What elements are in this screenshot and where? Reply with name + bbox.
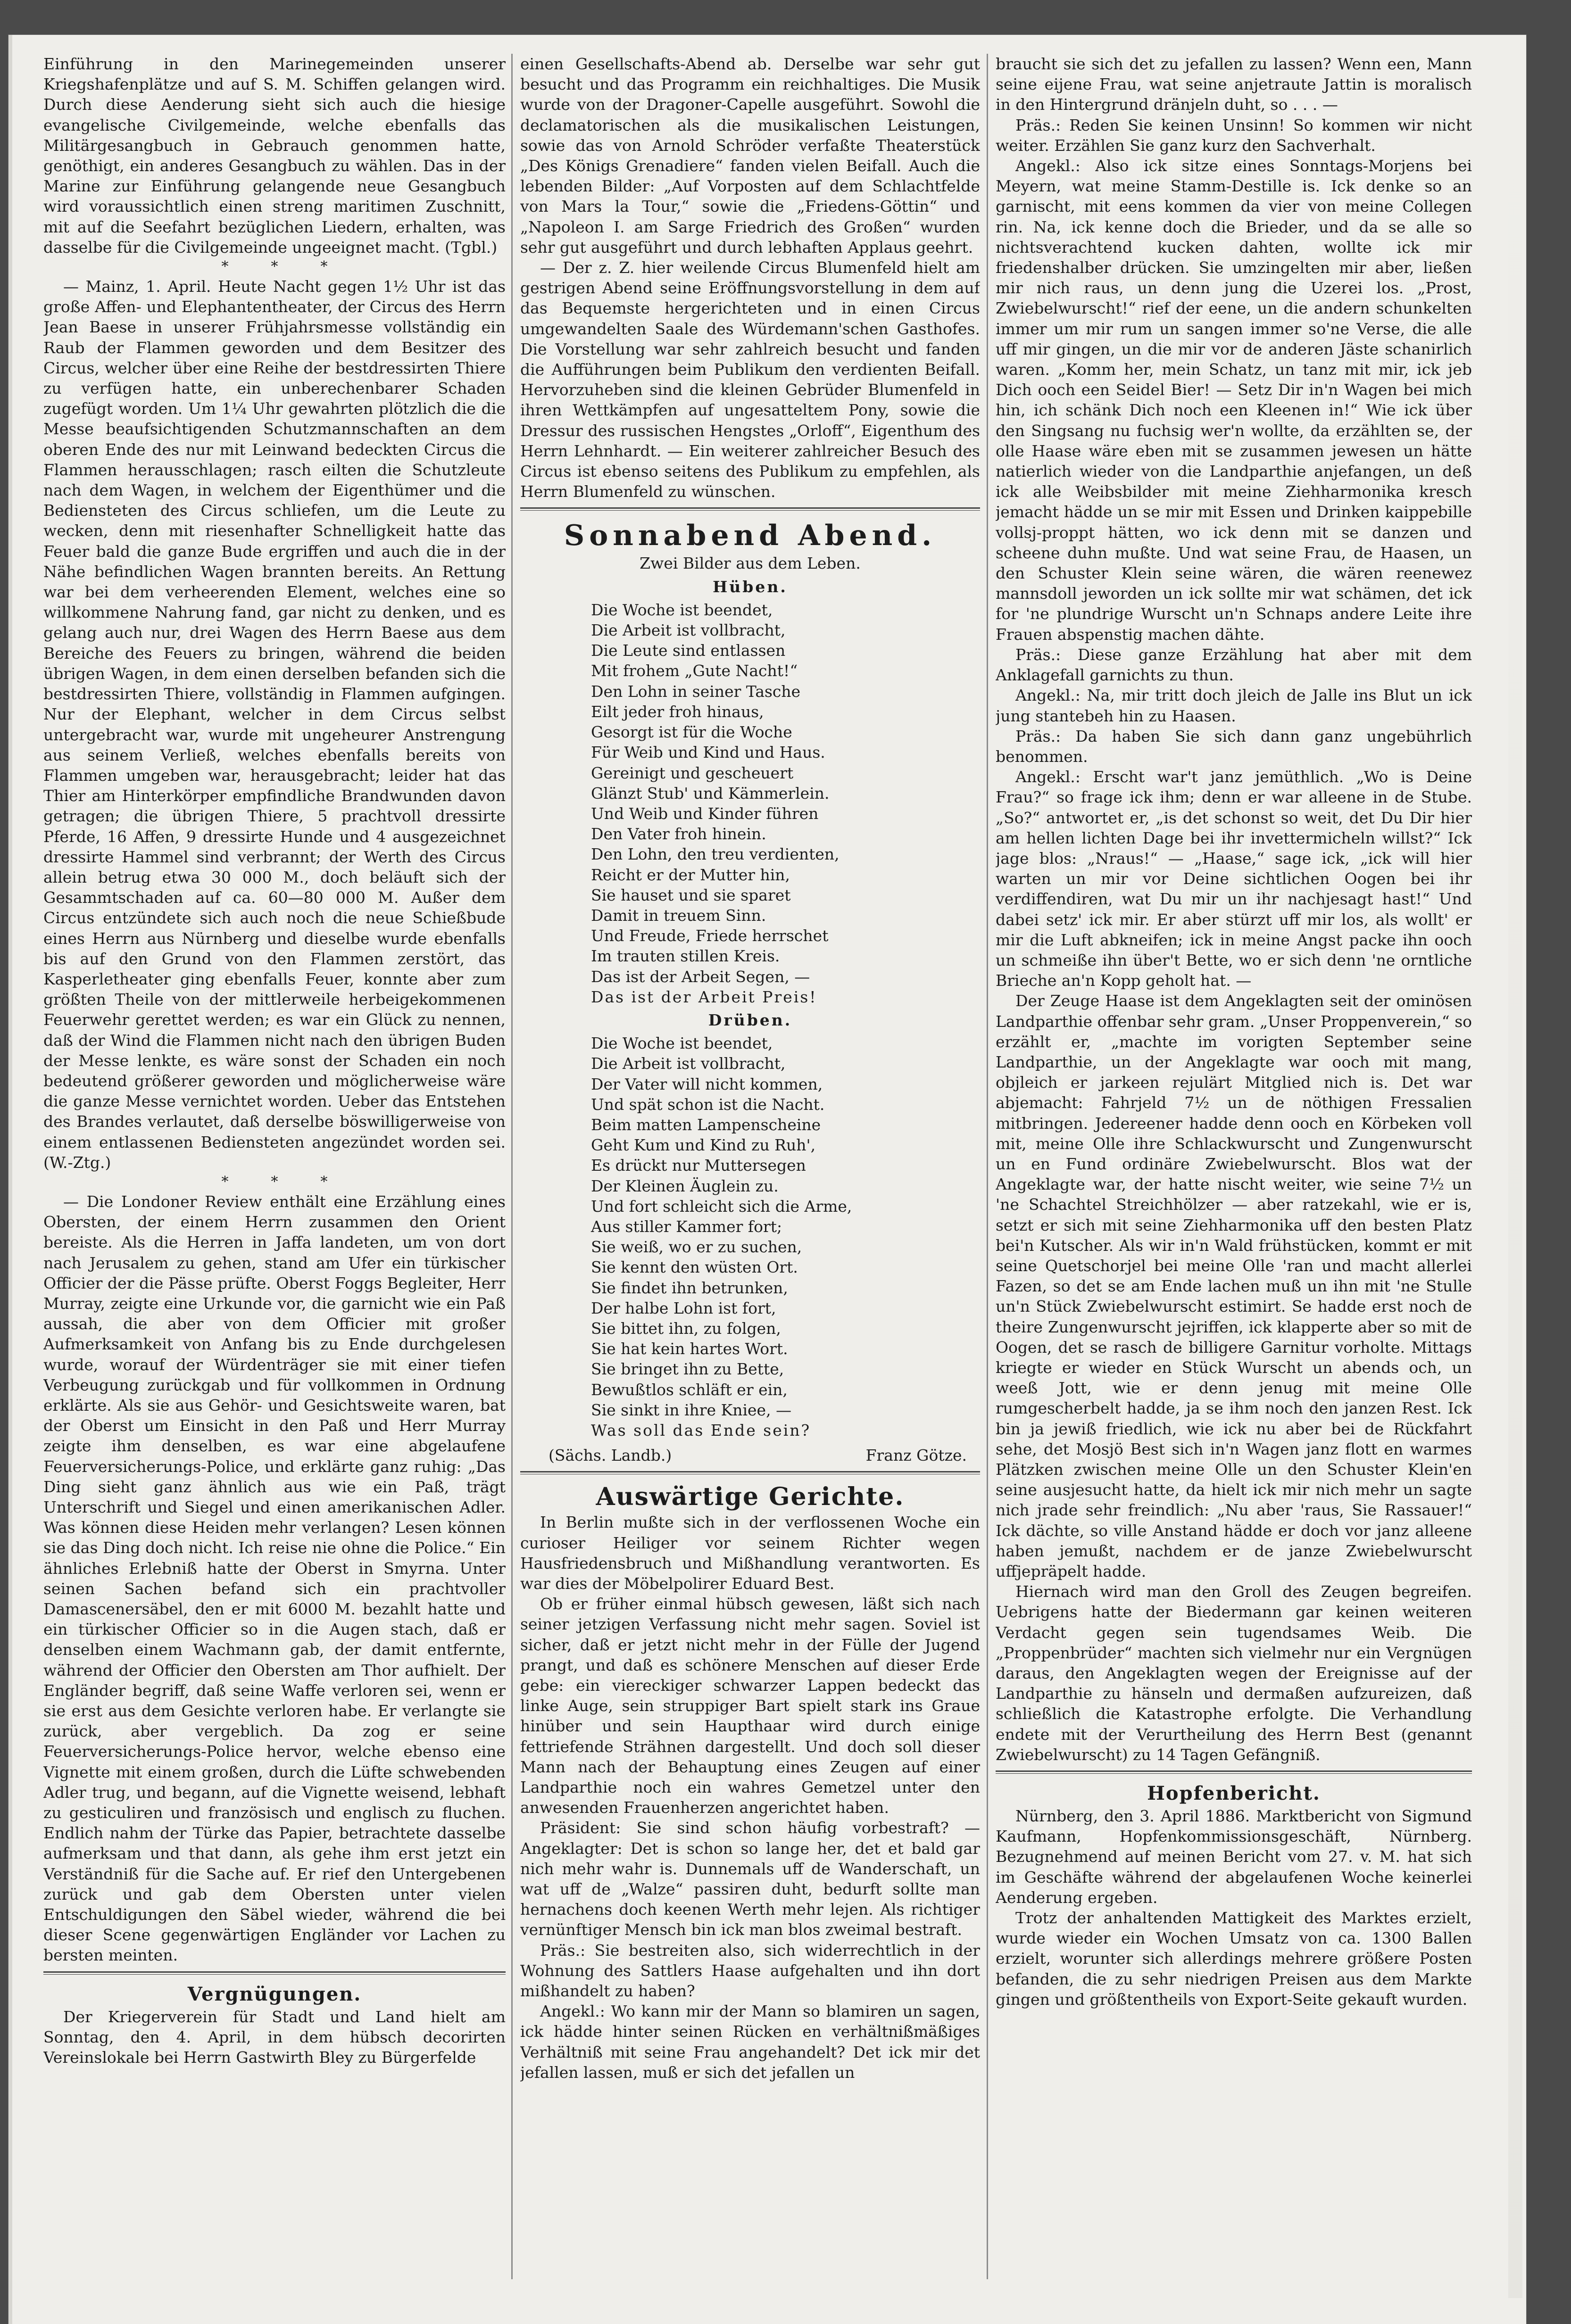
poem-source: (Sächs. Landb.) xyxy=(549,1446,672,1465)
poem-author: Franz Götze. xyxy=(865,1446,967,1465)
poem-line: Eilt jeder froh hinaus, xyxy=(591,702,764,721)
poem-line: Den Lohn in seiner Tasche xyxy=(591,682,801,701)
poem-line: Aus stiller Kammer fort; xyxy=(591,1217,782,1236)
section-rule xyxy=(43,1971,506,1975)
article-paragraph: Einführung in den Marinegemeinden unserer Kriegshafenplätze und auf S. M. Schiffen gelangen wird. Durch diese Aenderung sieht sich auch die hiesige evangelische Civilgemeinde, welche ebenfalls das Militärgesangbuch in Gebrauch genommen hatte, genöthigt, ein anderes Gesangbuch zu wählen. Das in der Marine zur Einführung gelangende neue Gesangbuch wird voraussichtlich einen streng maritimen Zuschnitt, mit auf die Seefahrt bezüglichen Liedern, erhalten, was dasselbe für die Civilgemeinde ungeeignet macht. (Tgbl.) xyxy=(43,55,506,256)
poem-line: Die Arbeit ist vollbracht, xyxy=(591,1054,786,1073)
article-paragraph: Angekl.: Wo kann mir der Mann so blamiren un sagen, ick hädde hinter seinen Rücken en verhältnißmäßiges Verhältniß mit seine Frau angehandelt? Det ick mir det jefallen lassen, muß er sich det jefallen un xyxy=(520,2002,980,2082)
poem-line: Sie weiß, wo er zu suchen, xyxy=(591,1238,802,1257)
poem-line: Das ist der Arbeit Preis! xyxy=(591,987,817,1006)
article-paragraph: — Mainz, 1. April. Heute Nacht gegen 1½ Uhr ist das große Affen- und Elephantentheater, der Circus des Herrn Jean Baese in unserer Frühjahrsmesse vollständig ein Raub der Flammen geworden und dem Besitzer des Circus, welcher über eine Reihe der bestdressirten Thiere zu verfügen hatte, ein unberechenbarer Schaden zugefügt worden. Um 1¼ Uhr gewahrten plötzlich die die Messe beaufsichtigenden Schutzmannschaften an dem oberen Ende des nur mit Leinwand bedeckten Circus die Flammen herausschlagen; rasch eilten die Schutzleute nach dem Wagen, in welchem der Eigenthümer und die Bediensteten des Circus schliefen, um die Leute zu wecken, denn mit riesenhafter Schnelligkeit hatte das Feuer bald die ganze Bude ergriffen und auch die in der Nähe befindlichen Wagen brannten bereits. An Rettung war bei dem verheerenden Element, welches eine so willkommene Nahrung fand, gar nicht zu denken, und es gelang auch nur, drei Wagen des Herrn Baese aus dem Bereiche des Feuers zu bringen, während die beiden übrigen Wagen, in dem einen derselben befanden sich die bestdressirten Thiere, vollständig in Flammen aufgingen. Nur der Elephant, welcher in dem Circus selbst untergebracht war, wurde mit ungeheurer Anstrengung aus seinem Verließ, welches ebenfalls bereits von Flammen umgeben war, herausgebracht; leider hat das Thier am Hinterkörper empfindliche Brandwunden davon getragen; die übrigen Thiere, 5 prachtvoll dressirte Pferde, 16 Affen, 9 dressirte Hunde und 4 ausgezeichnet dressirte Hammel sind verbrannt; der Werth des Circus allein betrug etwa 30 000 M., doch beläuft sich der Gesammtschaden auf ca. 60—80 000 M. Außer dem Circus entzündete sich auch noch die neue Schießbude eines Herrn aus Nürnberg und dieselbe wurde ebenfalls bis auf den Grund von den Flammen zerstört, das Kasperletheater ging ebenfalls Feuer, konnte aber zum größten Theile von der mittlerweile herbeigekommenen Feuerwehr gerettet werden; es war ein Glück zu nennen, daß der Wind die Flammen nicht nach den übrigen Buden der Messe lenkte, es wäre sonst der Schaden ein noch bedeutend größerer geworden und möglicherweise wäre die ganze Messe vernichtet worden. Ueber das Entstehen des Brandes verlautet, daß derselbe böswilligerweise von einem entlassenen Bediensteten angezündet worden sei. (W.-Ztg.) xyxy=(43,277,506,1172)
poem-line: Mit frohem „Gute Nacht!“ xyxy=(591,662,798,680)
article-paragraph: braucht sie sich det zu jefallen zu lassen? Wenn een, Mann seine eijene Frau, wat seine anjetraute Jattin is moralisch in den Hintergrund dränjeln duht, so . . . — xyxy=(996,55,1472,114)
article-paragraph: Angekl.: Erscht war't janz jemüthlich. „Wo is Deine Frau?“ so frage ick ihm; denn er war alleene in de Stube. „So?“ antwortet er, „is det schonst so weit, det Du Dir hier am hellen lichten Dage bei ihr invettermicheln willst?“ Ick jage blos: „Nraus!“ — „Haase,“ sage ick, „ick will hier warten un mir vor Deine sichtlichen Oogen bei ihr verdiffendiren, wat Du mir un ihr nachjesagt hast!“ Und dabei setz' ick mir. Er aber stürzt uff mir los, als wollt' er mir die Luft abkneifen; ick in meine Angst packe ihn ooch un schmeiße ihn über't Bette, wo er sich denn 'ne orntliche Brieche an'n Kopp geholt hat. — xyxy=(996,768,1472,990)
poem-stanza xyxy=(591,600,980,1007)
section-rule xyxy=(520,507,980,511)
separator-stars: *** xyxy=(221,258,370,275)
poem-line: Sie bringet ihn zu Bette, xyxy=(591,1360,784,1379)
article-paragraph: Ob er früher einmal hübsch gewesen, läßt sich nach seiner jetzigen Verfassung nicht mehr sagen. Soviel ist sicher, daß er jetzt nicht mehr in der Fülle der Jugend prangt, und daß es schönere Menschen auf dieser Erde gebe: ein viereckiger schwarzer Lappen bedeckt das linke Auge, sein struppiger Bart spielt stark ins Graue hinüber und sein Haupthaar wird durch einige fettriefende Strähnen dargestellt. Und doch soll dieser Mann nach der Behauptung eines Zeugen auf einer Landparthie noch ein wahres Gemetzel unter den anwesenden Frauenherzen angerichtet haben. xyxy=(520,1595,980,1817)
article-paragraph: — Der z. Z. hier weilende Circus Blumenfeld hielt am gestrigen Abend seine Eröffnungsvorstellung in dem auf das Bequemste hergerichteten und in einen Circus umgewandelten Saale des Würdemann'schen Gasthofes. Die Vorstellung war sehr zahlreich besucht und fanden die Aufführungen beim Publikum den verdienten Beifall. Hervorzuheben sind die kleinen Gebrüder Blumenfeld in ihren Wettkämpfen auf ungesatteltem Pony, sowie die Dressur des russischen Hengstes „Orloff“, Eigenthum des Herrn Lehnhardt. — Ein weiterer zahlreicher Besuch des Circus ist ebenso seitens des Publikum zu empfehlen, als Herrn Blumenfeld zu wünschen. xyxy=(520,258,980,501)
poem-line: Sie hauset und sie sparet xyxy=(591,885,791,904)
poem-line: Beim matten Lampenscheine xyxy=(591,1115,821,1134)
article-paragraph: Präs.: Da haben Sie sich dann ganz ungebührlich benommen. xyxy=(996,727,1472,766)
poem-subtitle: Zwei Bilder aus dem Leben. xyxy=(640,554,861,573)
poem-line: Die Arbeit ist vollbracht, xyxy=(591,621,786,640)
poem-line: Gereinigt und gescheuert xyxy=(591,763,794,782)
poem-line: Und Weib und Kinder führen xyxy=(591,804,819,823)
poem-line: Geht Kum und Kind zu Ruh', xyxy=(591,1136,816,1155)
article-paragraph: In Berlin mußte sich in der verflossenen Woche ein curioser Heiliger vor seinem Richter wegen Hausfriedensbruch und Mißhandlung verantworten. Es war dies der Möbelpolirer Eduard Best. xyxy=(520,1513,980,1593)
section-title: Auswärtige Gerichte. xyxy=(596,1482,905,1512)
poem-line: Damit in treuem Sinn. xyxy=(591,906,766,925)
article-paragraph: Der Kriegerverein für Stadt und Land hielt am Sonntag, den 4. April, in dem hübsch decorirten Vereinslokale bei Herrn Gastwirth Bley zu Bürgerfelde xyxy=(43,2007,506,2067)
poem-line: Der Vater will nicht kommen, xyxy=(591,1075,823,1093)
article-paragraph: Nürnberg, den 3. April 1886. Marktbericht von Sigmund Kaufmann, Hopfenkommissionsgeschäft, Nürnberg. Bezugnehmend auf meinen Bericht vom 27. v. M. hat sich im Geschäfte während der abgelaufenen Woche keinerlei Aenderung ergeben. xyxy=(996,1807,1472,1907)
page-edge-shadow xyxy=(1508,106,1522,2298)
article-paragraph: Angekl.: Na, mir tritt doch jleich de Jalle ins Blut un ick jung stantebeh hin zu Haasen. xyxy=(996,686,1472,725)
article-paragraph: Präs.: Reden Sie keinen Unsinn! So kommen wir nicht weiter. Erzählen Sie ganz kurz den Sachverhalt. xyxy=(996,116,1472,155)
poem-line: Der halbe Lohn ist fort, xyxy=(591,1298,776,1317)
article-paragraph: — Die Londoner Review enthält eine Erzählung eines Obersten, der einem Herrn zusammen den Orient bereiste. Als die Herren in Jaffa landeten, um von dort nach Jerusalem zu gehen, stand am Ufer ein türkischer Officier der die Pässe prüfte. Oberst Foggs Begleiter, Herr Murray, zeigte eine Urkunde vor, die garnicht wie ein Paß aussah, die aber von dem Officier mit großer Aufmerksamkeit von Anfang bis zu Ende durchgelesen wurde, worauf der Würdenträger sie mit einer tiefen Verbeugung zurückgab und für vollkommen in Ordnung erklärte. Als sie aus Gehör- und Gesichtsweite waren, bat der Oberst um Einsicht in den Paß und Herr Murray zeigte ihm denselben, es war eine abgelaufene Feuerversicherungs-Police, und erklärte ganz ruhig: „Das Ding sieht ganz ähnlich aus wie ein Paß, trägt Unterschrift und Siegel und einen amerikanischen Adler. Was können diese Heiden mehr verlangen? Lesen können sie das Ding doch nicht. Ich reise nie ohne die Police.“ Ein ähnliches Erlebniß hatte der Oberst in Smyrna. Unter seinen Sachen befand sich ein prachtvoller Damascenersäbel, den er mit 6000 M. bezahlt hatte und ein türkischer Officier so in die Augen stach, daß er denselben einem Wachmann gab, der damit entfernte, während der Officier den Obersten am Thor aufhielt. Der Engländer begriff, daß seine Waffe verloren sei, wenn er sie erst aus dem Gesichte verloren habe. Er verlangte sie zurück, aber vergeblich. Da zog er seine Feuerversicherungs-Police hervor, welche ebenso eine Vignette mit einem großen, durch die Lüfte schwebenden Adler trug, und begann, auf die Vignette weisend, lebhaft zu gesticuliren und französisch und englisch zu fluchen. Endlich nahm der Türke das Papier, betrachtete dasselbe aufmerksam und that dann, als gehe ihm erst jetzt ein Verständniß für die Sache auf. Er rief den Untergebenen zurück und gab dem Obersten unter vielen Entschuldigungen den Säbel wieder, während die bei dieser Scene gegenwärtigen Engländer vor Lachen zu bersten meinten. xyxy=(43,1192,506,1965)
column-rule xyxy=(511,54,513,2279)
article-paragraph: einen Gesellschafts-Abend ab. Derselbe war sehr gut besucht und das Programm ein reichhaltiges. Die Musik wurde von der Dragoner-Capelle ausgeführt. Sowohl die declamatorischen als die musikalischen Leistungen, sowie das von Arnold Schröder verfaßte Theaterstück „Des Königs Grenadiere“ fanden vielen Beifall. Auch die lebenden Bilder: „Auf Vorposten auf dem Schlachtfelde von Mars la Tour,“ sowie die „Friedens-Göttin“ und „Napoleon I. am Sarge Friedrich des Großen“ wurden sehr gut ausgeführt und durch lebhaften Applaus geehrt. xyxy=(520,55,980,256)
page-edge xyxy=(8,35,12,2324)
article-paragraph: Präs.: Diese ganze Erzählung hat aber mit dem Anklagefall garnichts zu thun. xyxy=(996,645,1472,685)
poem-line: Was soll das Ende sein? xyxy=(591,1421,811,1439)
poem-part-title: Drüben. xyxy=(708,1010,792,1029)
poem-line: Und spät schon ist die Nacht. xyxy=(591,1095,825,1114)
poem-line: Und fort schleicht sich die Arme, xyxy=(591,1197,852,1216)
article-paragraph: Trotz der anhaltenden Mattigkeit des Marktes erzielt, wurde wieder ein Wochen Umsatz von ca. 1300 Ballen erzielt, worunter sich allerdings mehrere größere Posten befanden, die zu sehr niedrigen Preisen aus dem Markte gingen und größtentheils von Export-Seite gekauft wurden. xyxy=(996,1909,1472,2009)
poem-line: Glänzt Stub' und Kämmerlein. xyxy=(591,784,830,802)
article-paragraph: Angekl.: Also ick sitze eines Sonntags-Morjens bei Meyern, wat meine Stamm-Destille is. Ick denke so an garnischt, mit eens kommen da vier von meine Collegen rin. Na, ick kenne doch die Brieder, und da se alle so nichtsverachtend kucken dahten, wollte ick mir friedenshalber drücken. Sie umzingelten mir aber, ließen mir nich raus, un denn jung die Uzerei los. „Prost, Zwiebelwurscht!“ rief der eene, un die andern schunkelten immer um mir rum un sangen immer so'ne Verse, die alle uff mir gingen, un die mir vor de anderen Jäste schanirlich waren. „Komm her, mein Schatz, un tanz mit mir, ick jeb Dich ooch een Seidel Bier! — Setz Dir in'n Wagen bei mich hin, ich schänk Dich noch een Kleenen in!“ Wie ick über den Singsang nu fuchsig wer'n wollte, da erzählten se, der olle Haase wäre eben mit se zusammen jewesen un hätte natierlich wieder von die Landparthie anjefangen, un deß ick alle Weibsbilder mit meine Ziehharmonika kresch jemacht hädde un se mir mit Essen und Drinken kaippebille vollsj-proppt hätten, wo ick denn mit se danzen und scheene duhn mußte. Und wat seine Frau, de Haasen, un den Schuster Klein seine wären, die wären reenewez mannsdoll jeworden un ick sollte mir wat schämen, det ick for 'ne plundrige Wurscht un'n Schnaps andere Leite ihre Frauen abspenstig machen dähte. xyxy=(996,157,1472,644)
column-rule xyxy=(987,54,988,2279)
poem-line: Sie bittet ihn, zu folgen, xyxy=(591,1319,781,1338)
poem-line: Das ist der Arbeit Segen, — xyxy=(591,967,810,986)
poem-line: Gesorgt ist für die Woche xyxy=(591,723,792,742)
poem-stanza xyxy=(591,1033,980,1440)
poem-line: Es drückt nur Muttersegen xyxy=(591,1156,806,1175)
poem-line: Bewußtlos schläft er ein, xyxy=(591,1380,788,1399)
poem-line: Sie sinkt in ihre Kniee, — xyxy=(591,1400,792,1419)
poem-line: Den Lohn, den treu verdienten, xyxy=(591,845,840,864)
poem-signature xyxy=(520,1443,980,1465)
article-paragraph: Präsident: Sie sind schon häufig vorbestraft? — Angeklagter: Det is schon so lange her, det et bald gar nich mehr wahr is. Dunnemals uff de Wanderschaft, un wat uff de „Walze“ passiren duht, bedurft sollte man hernachens doch keenen Werth mehr lejen. Als richtiger vernünftiger Mensch bin ick man blos zweimal bestraft. xyxy=(520,1819,980,1939)
poem-line: Die Leute sind entlassen xyxy=(591,641,786,660)
article-paragraph: Der Zeuge Haase ist dem Angeklagten seit der ominösen Landparthie offenbar sehr gram. „Unser Proppenverein,“ so erzählt er, „machte im vorigten September seine Landparthie, un der Angeklagte war ooch mit mang, objleich er jarkeen rejulärt Mitglied nich is. Det war abjemacht: Fahrjeld 7½ un de nöthigen Fressalien mitbringen. Jedereener hadde denn ooch en Körbeken voll mit, meine Olle ihre Schlackwurscht und Zungenwurscht un en Fund ordinäre Zwiebelwurscht. Blos wat der Angeklagte war, der hatte nischt weiter, wie seine 7½ un 'ne Schachtel Streichhölzer — aber ratzekahl, wie er is, setzt er sich mit seine Ziehharmonika uff den besten Platz bei'n Kutscher. Als wir in'n Wald frühstücken, kommt er mit seine Quetschorjel bei meine Olle 'ran und macht allerlei Fazen, so det se am Ende lachen muß un ihn mit 'ne Stulle un'n Stück Zwiebelwurscht estimirt. Se hadde erst noch de theire Zungenwurscht jejriffen, ick klapperte aber so mit de Oogen, det se rasch de billigere Garnitur vorholte. Mittags kriegte er wieder en Stück Wurscht un abends och, un weeß Jott, wie er denn jenug mit meine Olle rumgescherbelt hadde, ja se ihm noch den janzen Rest. Ick bin ja jewiß friedlich, wie ick nu aber bei de Rückfahrt sehe, det Mosjö Best sich in'n Wagen janz flott en warmes Plätzken zwischen meine Olle un den Schuster Klein'en seine ausjesucht hatte, da hielt ick mir nich mehr un sagte nich jrade sehr freindlich: „Nu aber 'raus, Sie Rassauer!“ Ick dächte, so ville Anstand hädde er doch vor janz alleene haben jemußt, nachdem er de janze Zwiebelwurscht uffjepräpelt hadde. xyxy=(996,992,1472,1581)
poem-line: Für Weib und Kind und Haus. xyxy=(591,743,825,762)
poem-line: Der Kleinen Äuglein zu. xyxy=(591,1176,779,1195)
poem-title: Sonnabend Abend. xyxy=(564,519,937,553)
section-rule xyxy=(520,1471,980,1474)
column-2 xyxy=(520,54,980,2298)
poem-part-title: Hüben. xyxy=(713,577,788,596)
poem-line: Die Woche ist beendet, xyxy=(591,1034,773,1053)
poem-line: Die Woche ist beendet, xyxy=(591,600,773,619)
article-paragraph: Hiernach wird man den Groll des Zeugen begreifen. Uebrigens hatte der Biedermann gar keinen weiteren Verdacht gegen sein tugendsames Weib. Die „Proppenbrüder“ machten sich vielmehr nur ein Vergnügen daraus, den Angeklagten wegen der Ereignisse auf der Landparthie zu hänseln und dermaßen aufzureizen, daß schließlich die Katastrophe erfolgte. Die Verhandlung endete mit der Verurtheilung des Herrn Best (genannt Zwiebelwurscht) zu 14 Tagen Gefängniß. xyxy=(996,1582,1472,1764)
article-paragraph: Präs.: Sie bestreiten also, sich widerrechtlich in der Wohnung des Sattlers Haase aufgehalten und ihn dort mißhandelt zu haben? xyxy=(520,1941,980,2001)
poem-line: Sie kennt den wüsten Ort. xyxy=(591,1258,798,1277)
poem-line: Sie hat kein hartes Wort. xyxy=(591,1340,788,1358)
poem-line: Den Vater froh hinein. xyxy=(591,825,766,844)
poem-line: Und Freude, Friede herrschet xyxy=(591,926,829,945)
section-title: Vergnügungen. xyxy=(187,1983,362,2005)
separator-stars: *** xyxy=(221,1173,370,1190)
column-3 xyxy=(996,54,1472,2298)
newspaper-page xyxy=(8,35,1526,2324)
poem-line: Reicht er der Mutter hin, xyxy=(591,865,790,884)
poem-line: Im trauten stillen Kreis. xyxy=(591,947,780,966)
column-1 xyxy=(43,54,506,2298)
section-rule xyxy=(996,1770,1472,1774)
section-title: Hopfenbericht. xyxy=(1147,1782,1321,1805)
poem-line: Sie findet ihn betrunken, xyxy=(591,1278,788,1297)
